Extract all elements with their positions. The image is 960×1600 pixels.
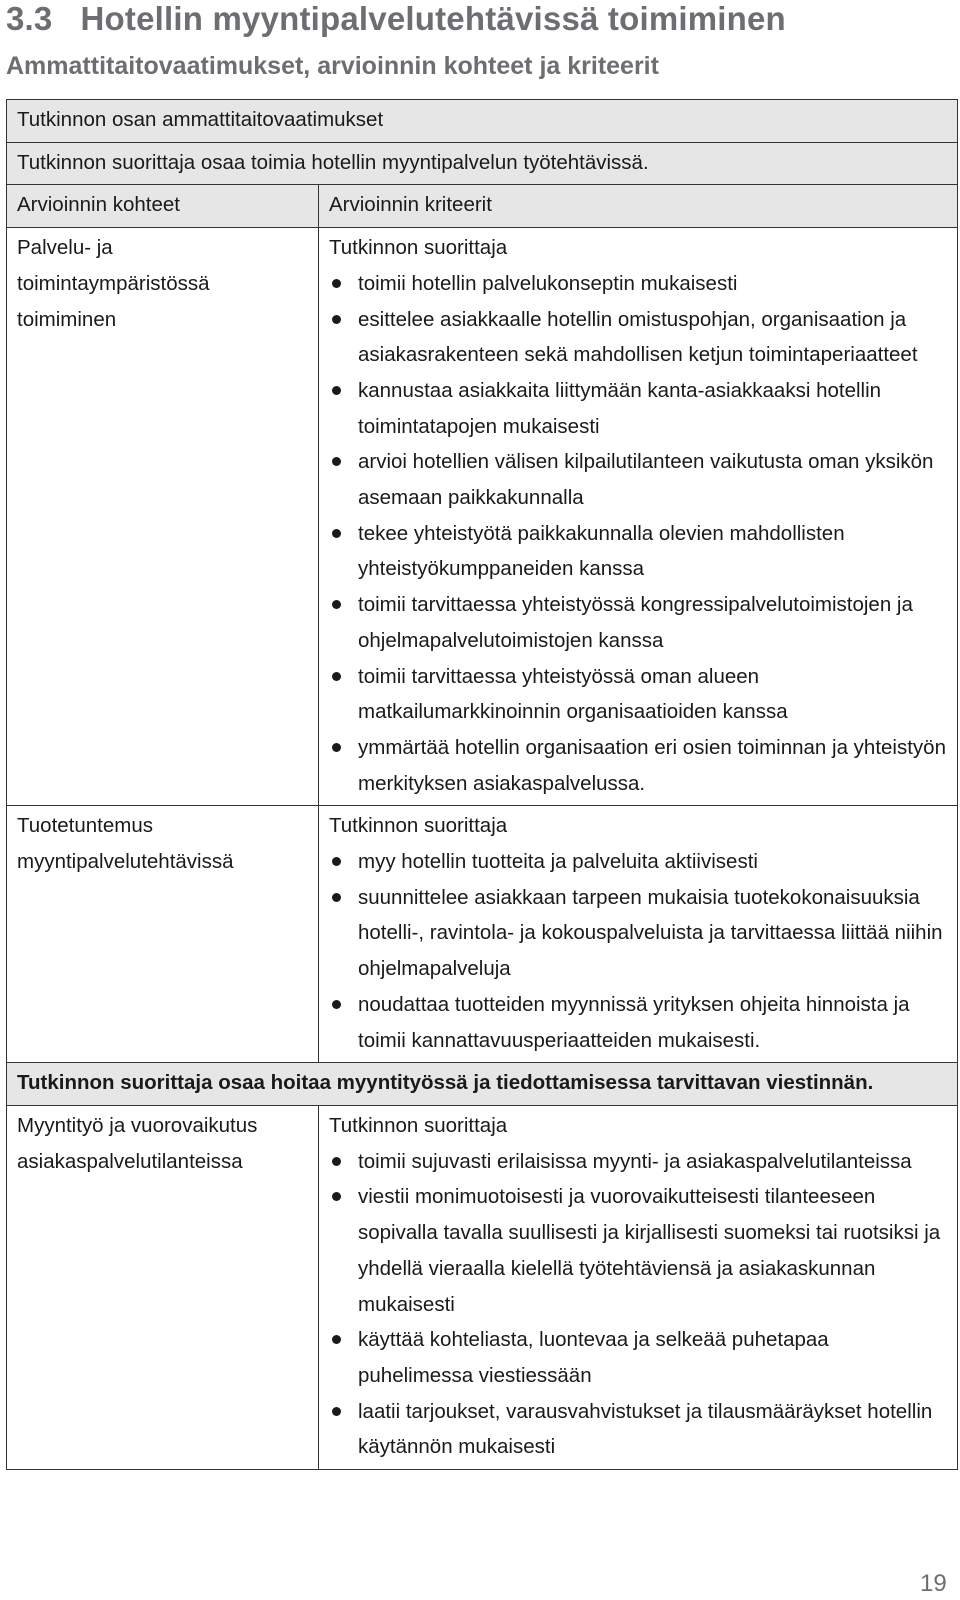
- assessment-target: Myyntityö ja vuorovaikutus asiakaspalvelutilanteissa: [7, 1105, 319, 1469]
- section-title: Hotellin myyntipalvelutehtävissä toimiminen: [80, 0, 786, 37]
- criteria-cell: [319, 1105, 958, 1469]
- assessment-target: Palvelu- ja toimintaympäristössä toimiminen: [7, 228, 319, 806]
- col-header-targets: Arvioinnin kohteet: [7, 185, 319, 228]
- criteria-list: [329, 266, 947, 802]
- requirement-2: Tutkinnon suorittaja osaa hoitaa myyntityössä ja tiedottamisessa tarvittavan viestinnän.: [7, 1063, 958, 1106]
- list-item: toimii tarvittaessa yhteistyössä oman alueen matkailumarkkinoinnin organisaatioiden kanssa: [329, 659, 947, 730]
- list-item: arvioi hotellien välisen kilpailutilanteen vaikutusta oman yksikön asemaan paikkakunnalla: [329, 444, 947, 515]
- criteria-cell: [319, 806, 958, 1063]
- list-item: käyttää kohteliasta, luontevaa ja selkeää puhetapaa puhelimessa viestiessään: [329, 1322, 947, 1393]
- col-header-criteria: Arvioinnin kriteerit: [319, 185, 958, 228]
- list-item: esittelee asiakkaalle hotellin omistuspohjan, organisaation ja asiakasrakenteen sekä mahdollisen ketjun toimintaperiaatteet: [329, 302, 947, 373]
- list-item: myy hotellin tuotteita ja palveluita aktiivisesti: [329, 844, 947, 880]
- criteria-intro: Tutkinnon suorittaja: [329, 1113, 508, 1137]
- list-item: laatii tarjoukset, varausvahvistukset ja tilausmääräykset hotellin käytännön mukaisesti: [329, 1394, 947, 1465]
- list-item: viestii monimuotoisesti ja vuorovaikutteisesti tilanteeseen sopivalla tavalla suullisesti ja kirjallisesti suomeksi tai ruotsiksi ja yhdellä vieraalla kielellä työtehtäviensä ja asiakaskunnan mukaisesti: [329, 1179, 947, 1322]
- criteria-intro: Tutkinnon suorittaja: [329, 236, 508, 260]
- list-item: toimii sujuvasti erilaisissa myynti- ja asiakaspalvelutilanteissa: [329, 1144, 947, 1180]
- list-item: suunnittelee asiakkaan tarpeen mukaisia tuotekokonaisuuksia hotelli-, ravintola- ja kokouspalveluista ja tarvittaessa liittää niihin ohjelmapalveluja: [329, 880, 947, 987]
- page-title: [6, 0, 786, 38]
- list-item: kannustaa asiakkaita liittymään kanta-asiakkaaksi hotellin toimintatapojen mukaisesti: [329, 373, 947, 444]
- assessment-target: Tuotetuntemus myyntipalvelutehtävissä: [7, 806, 319, 1063]
- list-item: toimii hotellin palvelukonseptin mukaisesti: [329, 266, 947, 302]
- list-item: ymmärtää hotellin organisaation eri osien toiminnan ja yhteistyön merkityksen asiakaspalvelussa.: [329, 730, 947, 801]
- table-row: [7, 806, 958, 1063]
- requirements-table: [6, 99, 958, 1470]
- table-row: [7, 1105, 958, 1469]
- table-row: [7, 228, 958, 806]
- criteria-list: [329, 844, 947, 1058]
- page-number: 19: [920, 1570, 947, 1597]
- table-header: Tutkinnon osan ammattitaitovaatimukset: [7, 100, 958, 143]
- section-number: 3.3: [6, 0, 53, 37]
- list-item: tekee yhteistyötä paikkakunnalla olevien mahdollisten yhteistyökumppaneiden kanssa: [329, 516, 947, 587]
- criteria-list: [329, 1144, 947, 1465]
- requirement-1: Tutkinnon suorittaja osaa toimia hotellin myyntipalvelun työtehtävissä.: [7, 142, 958, 185]
- criteria-intro: Tutkinnon suorittaja: [329, 814, 508, 838]
- criteria-cell: [319, 228, 958, 806]
- page-subtitle: Ammattitaitovaatimukset, arvioinnin kohteet ja kriteerit: [6, 52, 659, 80]
- list-item: noudattaa tuotteiden myynnissä yrityksen ohjeita hinnoista ja toimii kannattavuusperiaatteiden mukaisesti.: [329, 987, 947, 1058]
- list-item: toimii tarvittaessa yhteistyössä kongressipalvelutoimistojen ja ohjelmapalvelutoimistojen kanssa: [329, 587, 947, 658]
